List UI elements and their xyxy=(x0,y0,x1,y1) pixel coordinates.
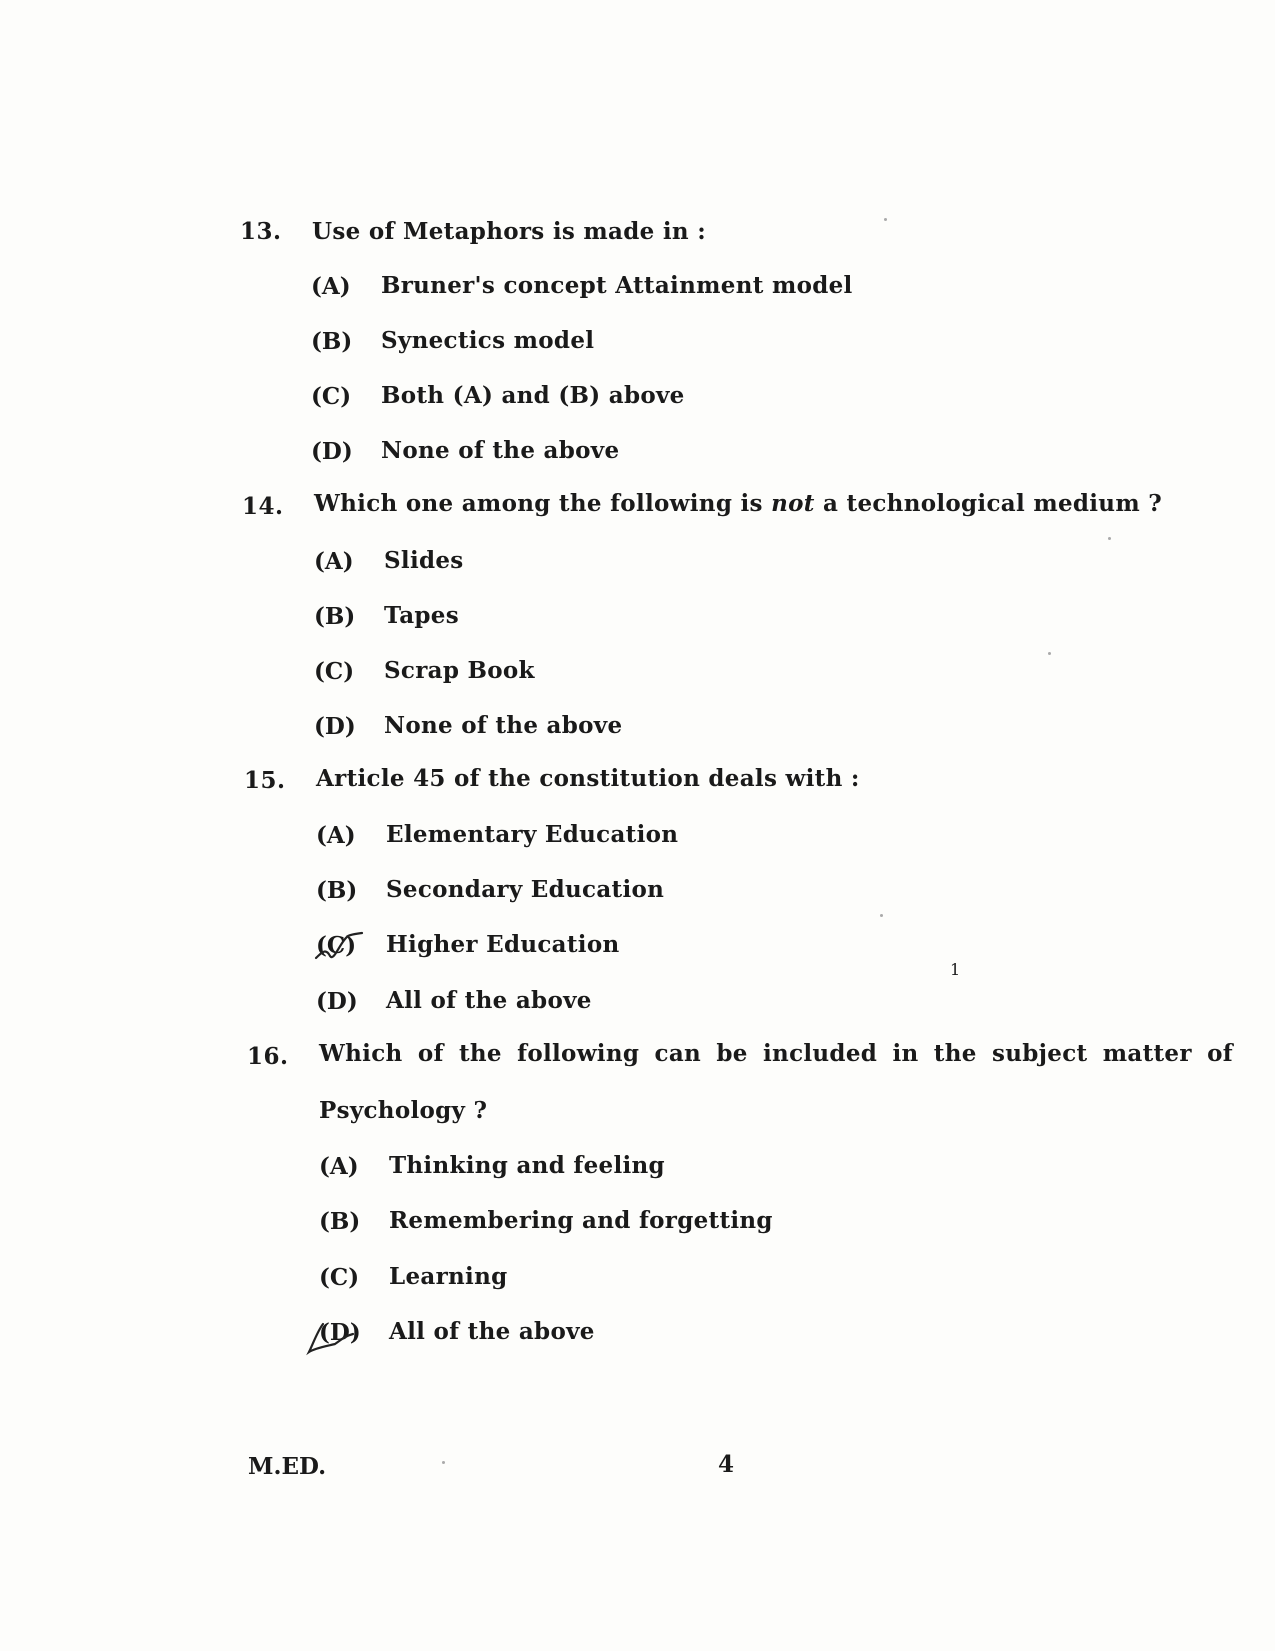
margin-note: 1 xyxy=(950,960,961,979)
option-text: Scrap Book xyxy=(384,657,535,684)
page-number: 4 xyxy=(718,1451,735,1478)
option-text: Remembering and forgetting xyxy=(389,1207,773,1234)
option-letter: (A) xyxy=(314,548,354,575)
question-text: Which of the following can be included in the subject matter of xyxy=(319,1040,1233,1067)
option-letter: (C) xyxy=(311,383,352,410)
option-text: Learning xyxy=(389,1263,508,1290)
question-text-continued: Psychology ? xyxy=(319,1097,488,1124)
option-letter: (D) xyxy=(316,988,358,1015)
option-text: Slides xyxy=(384,547,464,574)
option-text: Bruner's concept Attainment model xyxy=(381,272,853,299)
option-text: None of the above xyxy=(384,712,623,739)
scan-speck xyxy=(884,218,887,221)
option-letter: (C) xyxy=(314,658,355,685)
question-text: Use of Metaphors is made in : xyxy=(312,218,707,245)
option-text: Higher Education xyxy=(386,931,620,958)
scan-speck xyxy=(1048,652,1051,655)
emphasis-word: not xyxy=(771,490,815,517)
option-letter: (C) xyxy=(316,932,357,959)
option-text: Elementary Education xyxy=(386,821,679,848)
option-text: Thinking and feeling xyxy=(389,1152,665,1179)
scan-speck xyxy=(442,1461,445,1464)
option-text: Synectics model xyxy=(381,327,595,354)
option-letter: (A) xyxy=(311,273,351,300)
question-number: 16. xyxy=(247,1043,289,1070)
question-text: Article 45 of the constitution deals with : xyxy=(316,765,860,792)
question-text-part: Which one among the following is xyxy=(314,490,772,517)
scan-speck xyxy=(880,914,883,917)
option-letter: (D) xyxy=(319,1319,361,1346)
option-letter: (A) xyxy=(316,822,356,849)
option-text: Tapes xyxy=(384,602,459,629)
option-letter: (B) xyxy=(319,1208,361,1235)
question-number: 15. xyxy=(244,767,286,794)
option-text: All of the above xyxy=(386,987,592,1014)
question-number: 13. xyxy=(240,218,282,245)
footer-code: M.ED. xyxy=(248,1453,327,1480)
option-letter: (D) xyxy=(314,713,356,740)
question-text xyxy=(314,490,1162,517)
option-text: None of the above xyxy=(381,437,620,464)
option-letter: (A) xyxy=(319,1153,359,1180)
option-letter: (D) xyxy=(311,438,353,465)
option-text: All of the above xyxy=(389,1318,595,1345)
question-text-part: a technological medium ? xyxy=(814,490,1163,517)
option-letter: (C) xyxy=(319,1264,360,1291)
scan-speck xyxy=(1108,537,1111,540)
option-text: Both (A) and (B) above xyxy=(381,382,685,409)
option-letter: (B) xyxy=(314,603,356,630)
option-text: Secondary Education xyxy=(386,876,665,903)
option-letter: (B) xyxy=(311,328,353,355)
question-number: 14. xyxy=(242,493,284,520)
option-letter: (B) xyxy=(316,877,358,904)
